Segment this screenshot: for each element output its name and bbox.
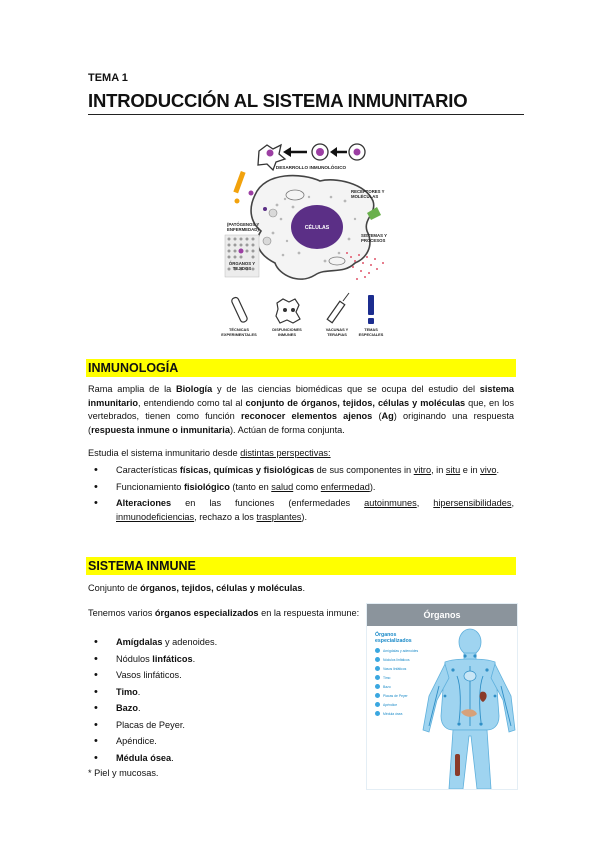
list-item: • Nódulos linfáticos. xyxy=(88,653,348,667)
label-desarrollo: DESARROLLO INMUNOLÓGICO xyxy=(275,165,347,170)
list-item: • Amígdalas y adenoides. xyxy=(88,636,348,650)
footnote: * Piel y mucosas. xyxy=(88,768,159,778)
legend-item: Nódulos linfáticos xyxy=(375,657,418,666)
label-patogenos-2: ENFERMEDAD) xyxy=(227,227,259,232)
exclamation-icon xyxy=(368,295,374,324)
sistema-inmune-definition: Conjunto de órganos, tejidos, células y moléculas. xyxy=(88,583,306,593)
label-temas-1: TEMAS xyxy=(364,327,378,332)
pathogen-rod xyxy=(233,171,245,193)
legend-item: Timo xyxy=(375,675,418,684)
label-vacunas-2: TERAPIAS xyxy=(327,332,347,337)
organ-list xyxy=(88,636,348,768)
label-patogenos-1: (PATÓGENOS Y xyxy=(227,222,260,227)
organs-figure-legend xyxy=(375,648,418,720)
list-item: • Médula ósea. xyxy=(88,752,348,766)
legend-item: Vasos linfáticos xyxy=(375,666,418,675)
list-item: • Vasos linfáticos. xyxy=(88,669,348,683)
organs-figure-subtitle: Órganos especializados xyxy=(375,632,412,644)
label-tecnicas-2: EXPERIMENTALES xyxy=(221,332,257,337)
list-item: • Alteraciones en las funciones (enfermedades autoinmunes, hipersensibilidades, inmunodeficiencias, rechazo a los trasplantes). xyxy=(88,497,514,524)
label-disfunciones-2: INMUNES xyxy=(278,332,296,337)
legend-item: Apéndice xyxy=(375,702,418,711)
label-temas-2: ESPECIALES xyxy=(358,332,384,337)
label-receptores-1: RECEPTORES Y xyxy=(351,189,385,194)
immunology-diagram xyxy=(215,135,395,345)
perspectives-list xyxy=(88,464,514,527)
label-organos-2: TEJIDOS xyxy=(232,266,252,271)
legend-item: Bazo xyxy=(375,684,418,693)
organs-intro: Tenemos varios órganos especializados en la respuesta inmune: xyxy=(88,608,360,618)
page-title: INTRODUCCIÓN AL SISTEMA INMUNITARIO xyxy=(88,90,524,115)
list-item: • Timo. xyxy=(88,686,348,700)
list-item: • Características físicas, químicas y fisiológicas de sus componentes in vitro, in situ e in vivo. xyxy=(88,464,514,478)
topic-number: TEMA 1 xyxy=(88,72,128,84)
dysfunction-cell-icon xyxy=(276,299,300,323)
syringe-icon xyxy=(327,293,349,323)
label-organos-1: ÓRGANOS Y xyxy=(228,261,256,266)
label-receptores-2: MOLÉCULAS xyxy=(351,194,379,199)
perspectives-intro: Estudia el sistema inmunitario desde distintas perspectivas: xyxy=(88,448,331,458)
label-celulas: CÉLULAS xyxy=(304,225,330,231)
inmunologia-definition: Rama amplia de la Biología y de las ciencias biomédicas que se ocupa del estudio del sistema inmunitario, entendiendo como tal al conjunto de órganos, tejidos, células y moléculas que, en los vertebrados, tienen como función reconocer elementos ajenos (Ag) originando una respuesta (respuesta inmune o inmunitaria). Actúan de forma conjunta. xyxy=(88,384,514,435)
section-heading-sistema-inmune: SISTEMA INMUNE xyxy=(86,557,516,575)
legend-item: Amígdalas y adenoides xyxy=(375,648,418,657)
section-heading-inmunologia: INMUNOLOGÍA xyxy=(86,359,516,377)
label-disfunciones-1: DISFUNCIONES xyxy=(272,327,302,332)
list-item: • Placas de Peyer. xyxy=(88,719,348,733)
organs-figure-header: Órganos xyxy=(367,604,517,626)
label-sistemas-2: PROCESOS xyxy=(361,238,386,243)
label-vacunas-1: VACUNAS Y xyxy=(325,327,349,332)
label-sistemas-1: SISTEMAS Y xyxy=(361,233,387,238)
organs-figure xyxy=(366,603,518,790)
label-tecnicas-1: TÉCNICAS xyxy=(229,327,249,332)
list-item: • Apéndice. xyxy=(88,735,348,749)
legend-item: Médula ósea xyxy=(375,711,418,720)
list-item: • Bazo. xyxy=(88,702,348,716)
test-tube-icon xyxy=(231,297,248,324)
human-body-illustration xyxy=(415,626,517,789)
list-item: • Funcionamiento fisiológico (tanto en salud como enfermedad). xyxy=(88,481,514,495)
legend-item: Placas de Peyer xyxy=(375,693,418,702)
